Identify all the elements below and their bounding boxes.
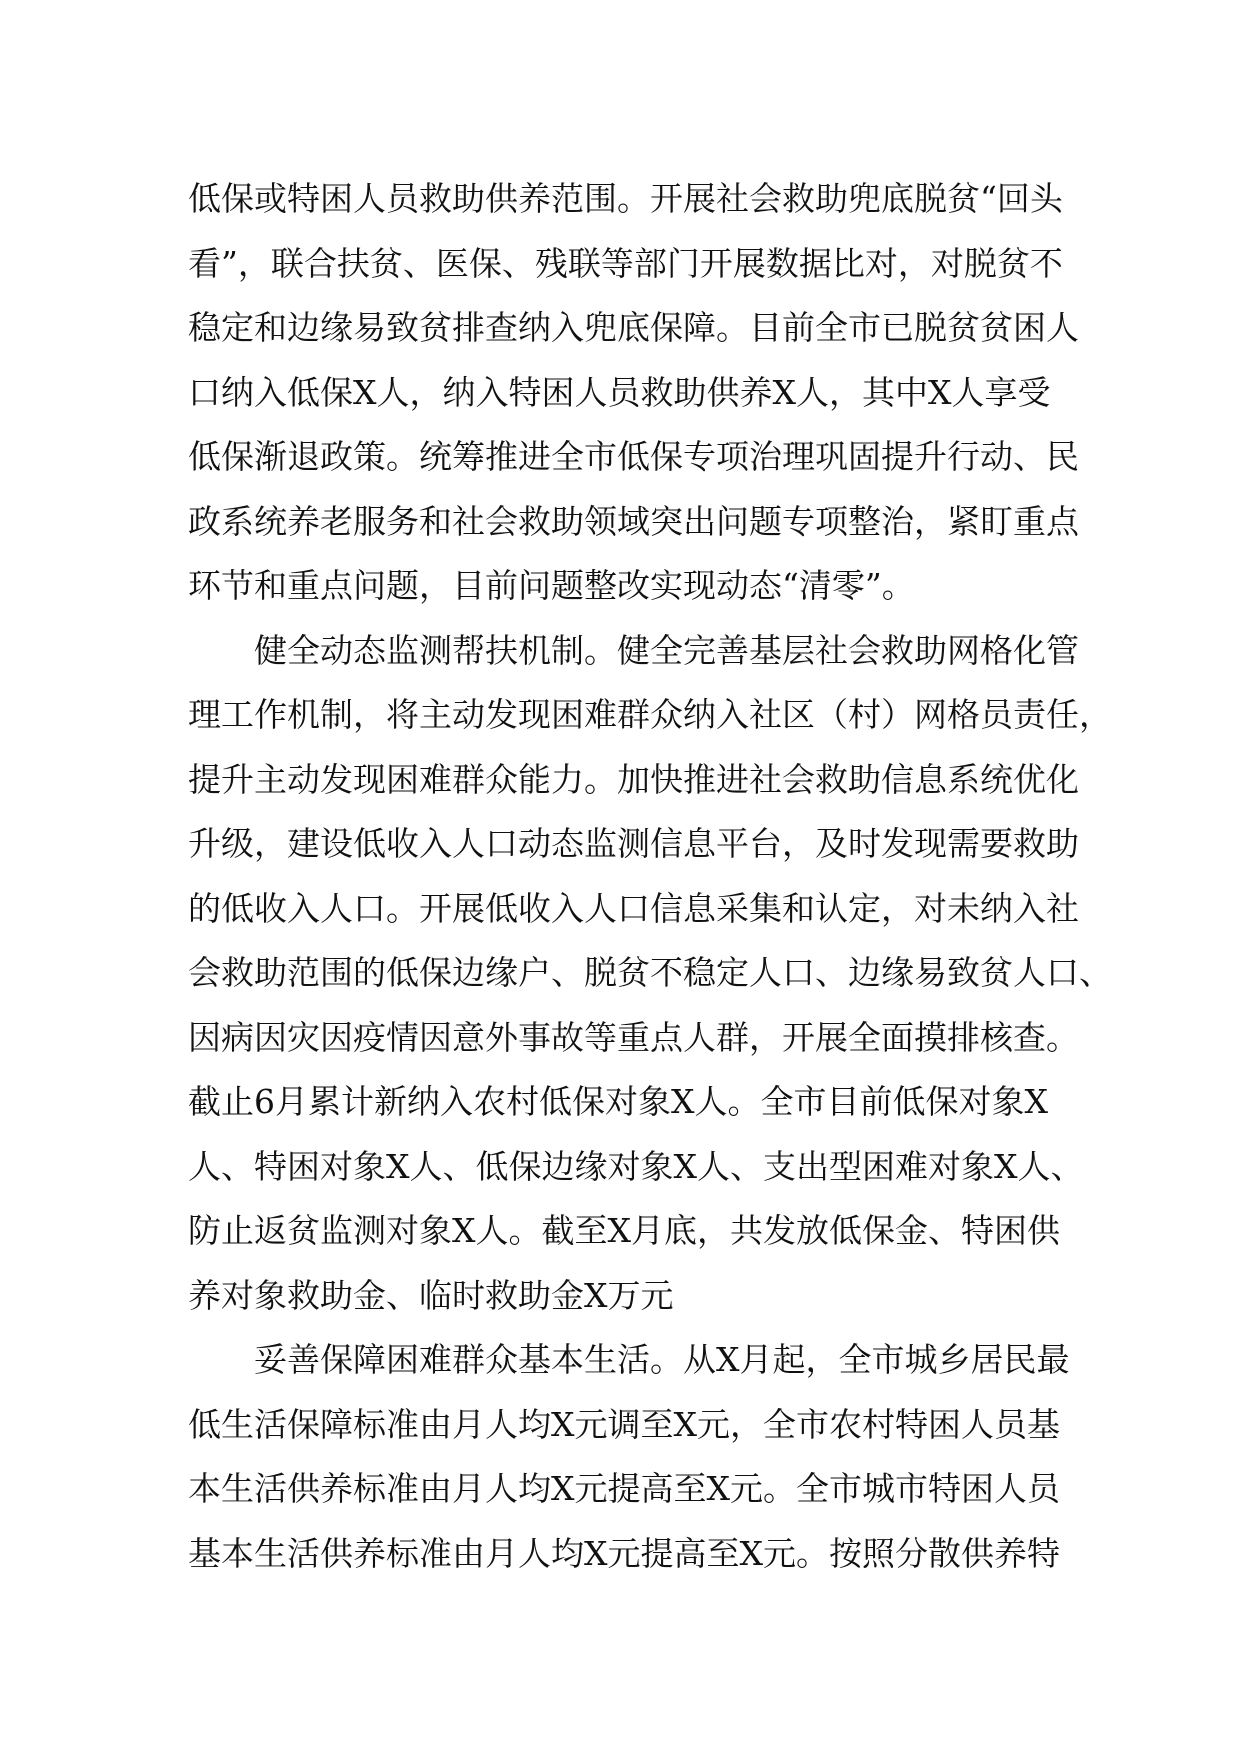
text-line: 因病因灾因疫情因意外事故等重点人群，开展全面摸排核查。	[188, 1017, 1079, 1057]
document-body	[188, 167, 1112, 1586]
text-line: 环节和重点问题，目前问题整改实现动态“清零”。	[188, 566, 915, 605]
text-line: 会救助范围的低保边缘户、脱贫不稳定人口、边缘易致贫人口、	[188, 953, 1112, 992]
text-line: 升级，建设低收入人口动态监测信息平台，及时发现需要救助	[188, 824, 1079, 863]
text-line: 的低收入人口。开展低收入人口信息采集和认定，对未纳入社	[188, 888, 1079, 928]
text-line: 理工作机制，将主动发现困难群众纳入社区（村）网格员责任，	[188, 695, 1112, 734]
text-line: 口纳入低保X人，纳入特困人员救助供养X人，其中X人享受	[188, 372, 1051, 412]
text-line: 基本生活供养标准由月人均X元提高至X元。按照分散供养特	[188, 1533, 1060, 1573]
text-line: 人、特困对象X人、低保边缘对象X人、支出型困难对象X人、	[188, 1146, 1084, 1186]
text-line: 看”，联合扶贫、医保、残联等部门开展数据比对，对脱贫不	[188, 243, 1063, 283]
text-line: 低保渐退政策。统筹推进全市低保专项治理巩固提升行动、民	[188, 437, 1079, 476]
text-line: 政系统养老服务和社会救助领域突出问题专项整治，紧盯重点	[188, 501, 1079, 541]
text-line: 低生活保障标准由月人均X元调至X元，全市农村特困人员基	[188, 1404, 1060, 1444]
text-line: 防止返贫监测对象X人。截至X月底，共发放低保金、特困供	[188, 1211, 1060, 1250]
text-line: 本生活供养标准由月人均X元提高至X元。全市城市特困人员	[188, 1469, 1060, 1508]
paragraph-heading-line: 妥善保障困难群众基本生活。从X月起，全市城乡居民最	[188, 1340, 1070, 1379]
text-line: 养对象救助金、临时救助金X万元	[188, 1275, 674, 1315]
text-line: 提升主动发现困难群众能力。加快推进社会救助信息系统优化	[188, 759, 1079, 799]
text-line: 低保或特困人员救助供养范围。开展社会救助兜底脱贫“回头	[188, 179, 1063, 218]
text-line: 截止6月累计新纳入农村低保对象X人。全市目前低保对象X	[188, 1082, 1048, 1121]
text-line: 稳定和边缘易致贫排查纳入兜底保障。目前全市已脱贫贫困人	[188, 308, 1079, 347]
paragraph-heading-line: 健全动态监测帮扶机制。健全完善基层社会救助网格化管	[188, 630, 1079, 670]
